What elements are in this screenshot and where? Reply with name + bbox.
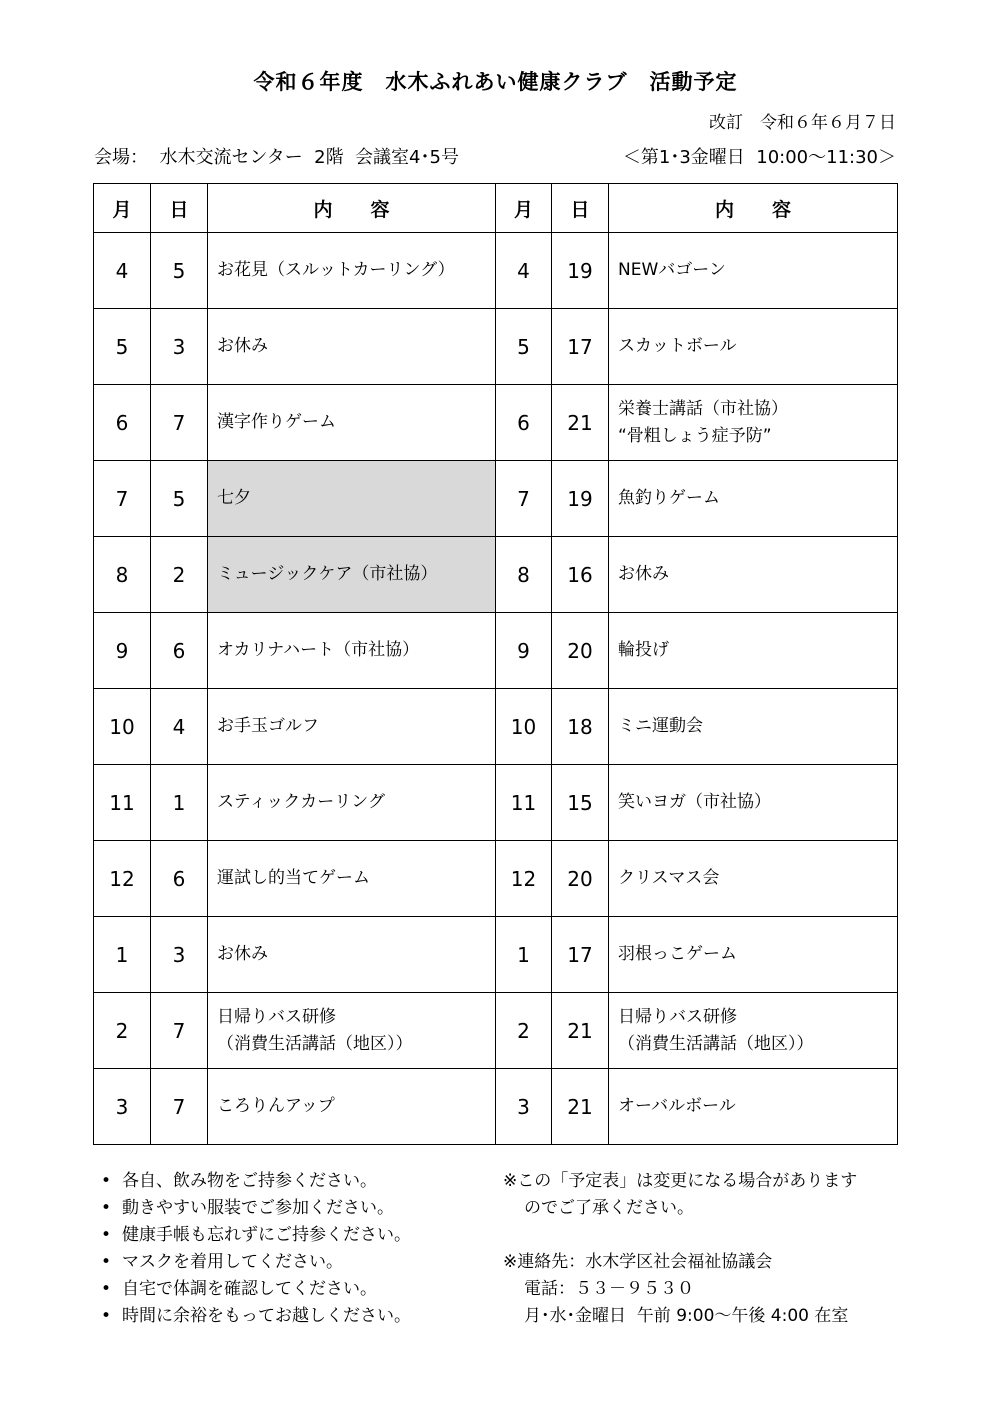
month-cell: 7 — [496, 461, 552, 537]
month-cell: 10 — [94, 689, 151, 765]
activity-cell: オカリナハート（市社協） — [208, 613, 496, 689]
table-row — [94, 765, 898, 841]
table-row — [94, 461, 898, 537]
day-cell: 17 — [552, 917, 609, 993]
day-cell: 1 — [151, 765, 208, 841]
day-cell: 3 — [151, 309, 208, 385]
month-cell: 3 — [94, 1069, 151, 1145]
month-cell: 3 — [496, 1069, 552, 1145]
note-item: • 健康手帳も忘れずにご持参ください。 — [101, 1222, 411, 1249]
month-cell: 1 — [94, 917, 151, 993]
activity-cell: 羽根っこゲーム — [609, 917, 898, 993]
day-cell: 20 — [552, 841, 609, 917]
contact-label: ※連絡先：水木学区社会福祉協議会 — [503, 1252, 773, 1272]
contact-phone: 電話：５３－９５３０ — [524, 1279, 694, 1299]
table-row — [94, 309, 898, 385]
month-cell: 9 — [94, 613, 151, 689]
activity-cell: スカットボール — [609, 309, 898, 385]
header-day: 日 — [151, 184, 208, 233]
activity-cell: 輪投げ — [609, 613, 898, 689]
note-item: • 動きやすい服装でご参加ください。 — [101, 1195, 411, 1222]
revision-date: 改訂 令和６年６月７日 — [709, 113, 896, 133]
note-item: • 時間に余裕をもってお越しください。 — [101, 1303, 411, 1330]
table-row — [94, 841, 898, 917]
activity-cell: お花見（スルットカーリング） — [208, 233, 496, 309]
activity-cell: 七夕 — [208, 461, 496, 537]
activity-cell: お休み — [609, 537, 898, 613]
bullet-icon: • — [101, 1171, 112, 1191]
activity-cell: お手玉ゴルフ — [208, 689, 496, 765]
table-row — [94, 1069, 898, 1145]
month-cell: 8 — [94, 537, 151, 613]
activity-cell: ミュージックケア（市社協） — [208, 537, 496, 613]
bullet-icon: • — [101, 1306, 112, 1326]
bullet-icon: • — [101, 1225, 112, 1245]
month-cell: 11 — [496, 765, 552, 841]
month-cell: 9 — [496, 613, 552, 689]
activity-cell: クリスマス会 — [609, 841, 898, 917]
day-cell: 5 — [151, 461, 208, 537]
month-cell: 12 — [94, 841, 151, 917]
notes-list — [101, 1168, 411, 1330]
day-cell: 3 — [151, 917, 208, 993]
bullet-icon: • — [101, 1279, 112, 1299]
contact-notes — [503, 1168, 857, 1330]
schedule-table — [93, 183, 898, 1145]
page-title: 令和６年度 水木ふれあい健康クラブ 活動予定 — [253, 70, 738, 94]
change-notice-cont: のでご了承ください。 — [524, 1198, 694, 1218]
month-cell: 6 — [94, 385, 151, 461]
table-row — [94, 917, 898, 993]
day-cell: 18 — [552, 689, 609, 765]
day-cell: 21 — [552, 993, 609, 1069]
day-cell: 15 — [552, 765, 609, 841]
header-month: 月 — [496, 184, 552, 233]
activity-cell: 漢字作りゲーム — [208, 385, 496, 461]
activity-cell: お休み — [208, 917, 496, 993]
activity-cell: 運試し的当てゲーム — [208, 841, 496, 917]
day-cell: 17 — [552, 309, 609, 385]
bullet-icon: • — [101, 1198, 112, 1218]
table-row — [94, 233, 898, 309]
table-row — [94, 537, 898, 613]
header-content: 内 容 — [208, 184, 496, 233]
month-cell: 6 — [496, 385, 552, 461]
activity-cell: ころりんアップ — [208, 1069, 496, 1145]
table-row — [94, 613, 898, 689]
activity-cell: 日帰りバス研修 （消費生活講話（地区）） — [208, 993, 496, 1069]
activity-cell: 日帰りバス研修 （消費生活講話（地区）） — [609, 993, 898, 1069]
header-day: 日 — [552, 184, 609, 233]
contact-hours: 月･水･金曜日 午前 9:00～午後 4:00 在室 — [524, 1306, 849, 1326]
month-cell: 12 — [496, 841, 552, 917]
month-cell: 7 — [94, 461, 151, 537]
activity-cell: ミニ運動会 — [609, 689, 898, 765]
day-cell: 2 — [151, 537, 208, 613]
day-cell: 7 — [151, 385, 208, 461]
day-cell: 4 — [151, 689, 208, 765]
header-row — [94, 184, 898, 233]
month-cell: 8 — [496, 537, 552, 613]
day-cell: 7 — [151, 993, 208, 1069]
header-month: 月 — [94, 184, 151, 233]
day-cell: 7 — [151, 1069, 208, 1145]
day-cell: 19 — [552, 461, 609, 537]
day-cell: 19 — [552, 233, 609, 309]
header-content: 内 容 — [609, 184, 898, 233]
activity-cell: 笑いヨガ（市社協） — [609, 765, 898, 841]
month-cell: 1 — [496, 917, 552, 993]
table-row — [94, 689, 898, 765]
schedule-time: ＜第1･3金曜日 10:00～11:30＞ — [622, 147, 896, 168]
month-cell: 4 — [496, 233, 552, 309]
note-item: • 自宅で体調を確認してください。 — [101, 1276, 411, 1303]
activity-cell: 魚釣りゲーム — [609, 461, 898, 537]
day-cell: 21 — [552, 385, 609, 461]
day-cell: 6 — [151, 841, 208, 917]
month-cell: 5 — [94, 309, 151, 385]
table-row — [94, 385, 898, 461]
note-item: • 各自、飲み物をご持参ください。 — [101, 1168, 411, 1195]
venue: 会場： 水木交流センター 2階 会議室4･5号 — [94, 147, 459, 168]
change-notice: ※この「予定表」は変更になる場合があります — [503, 1171, 858, 1191]
day-cell: 20 — [552, 613, 609, 689]
day-cell: 5 — [151, 233, 208, 309]
month-cell: 10 — [496, 689, 552, 765]
activity-cell: 栄養士講話（市社協） “骨粗しょう症予防” — [609, 385, 898, 461]
day-cell: 16 — [552, 537, 609, 613]
note-item: • マスクを着用してください。 — [101, 1249, 411, 1276]
activity-cell: NEWバゴーン — [609, 233, 898, 309]
month-cell: 5 — [496, 309, 552, 385]
table-row — [94, 993, 898, 1069]
day-cell: 6 — [151, 613, 208, 689]
activity-cell: オーバルボール — [609, 1069, 898, 1145]
month-cell: 4 — [94, 233, 151, 309]
month-cell: 2 — [496, 993, 552, 1069]
month-cell: 11 — [94, 765, 151, 841]
day-cell: 21 — [552, 1069, 609, 1145]
activity-cell: お休み — [208, 309, 496, 385]
activity-cell: スティックカーリング — [208, 765, 496, 841]
month-cell: 2 — [94, 993, 151, 1069]
bullet-icon: • — [101, 1252, 112, 1272]
